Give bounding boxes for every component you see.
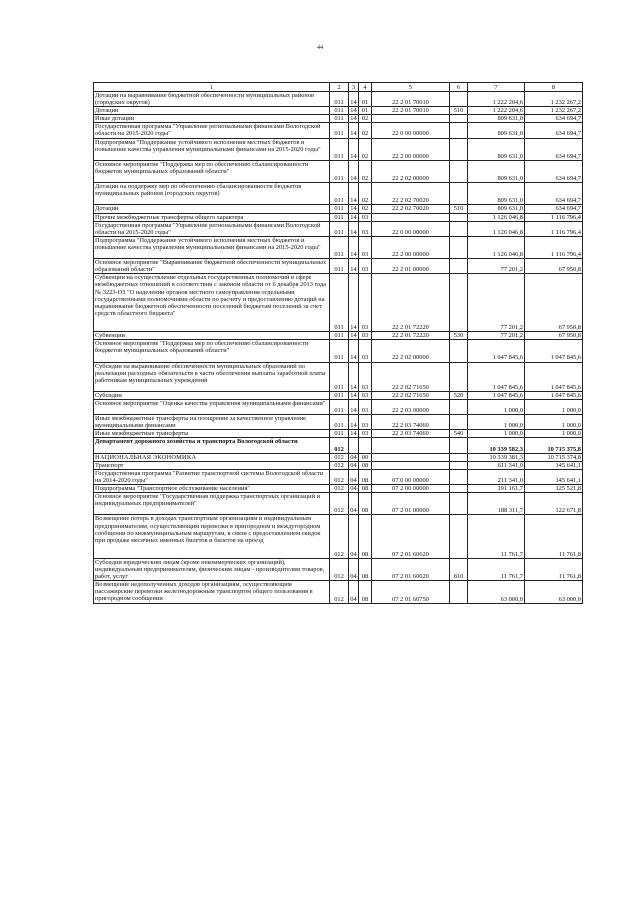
section-cell bbox=[349, 438, 359, 453]
row-name-cell: Транспорт bbox=[94, 461, 330, 469]
row-name-cell: Подпрограмма "Транспортное обслуживание населения" bbox=[94, 485, 330, 493]
row-name-cell: Государственная программа "Управление региональными финансами Вологодской области на 2015-2020 годы" bbox=[94, 221, 330, 236]
section-cell: 14 bbox=[349, 415, 359, 430]
header-cell: 5 bbox=[372, 83, 450, 92]
row-name-cell: Подпрограмма "Поддержание устойчивого исполнения местных бюджетов и повышение качества управления муниципальными финансами на 2015-2020 годы" bbox=[94, 236, 330, 258]
row-name-cell: Дотации bbox=[94, 205, 330, 213]
table-row bbox=[94, 469, 583, 484]
amount-2019-cell: 809 631,0 bbox=[468, 160, 525, 182]
code-cell: 011 bbox=[330, 92, 349, 107]
expense-type-cell bbox=[450, 515, 468, 559]
expense-type-cell bbox=[450, 438, 468, 453]
amount-2020-cell: 1 000,0 bbox=[525, 415, 583, 430]
amount-2020-cell: 634 694,7 bbox=[525, 183, 583, 205]
code-cell: 011 bbox=[330, 340, 349, 362]
target-article-cell: 22 2 02 71650 bbox=[372, 391, 450, 399]
amount-2020-cell: 67 950,8 bbox=[525, 274, 583, 332]
expense-type-cell bbox=[450, 493, 468, 515]
expense-type-cell bbox=[450, 399, 468, 414]
section-cell: 14 bbox=[349, 160, 359, 182]
code-cell: 012 bbox=[330, 461, 349, 469]
amount-2020-cell: 1 116 796,4 bbox=[525, 213, 583, 221]
code-cell: 011 bbox=[330, 259, 349, 274]
budget-table bbox=[93, 82, 583, 604]
amount-2020-cell: 145 641,1 bbox=[525, 469, 583, 484]
section-cell: 04 bbox=[349, 581, 359, 603]
amount-2019-cell: 1 126 046,8 bbox=[468, 221, 525, 236]
section-cell: 04 bbox=[349, 493, 359, 515]
subsection-cell: 02 bbox=[359, 115, 372, 123]
expense-type-cell: 510 bbox=[450, 205, 468, 213]
header-cell: 3 bbox=[349, 83, 359, 92]
target-article-cell: 07 2 01 60620 bbox=[372, 515, 450, 559]
subsection-cell: 01 bbox=[359, 107, 372, 115]
amount-2019-cell: 809 631,0 bbox=[468, 123, 525, 138]
expense-type-cell bbox=[450, 115, 468, 123]
amount-2019-cell: 77 201,2 bbox=[468, 274, 525, 332]
header-cell: 2 bbox=[330, 83, 349, 92]
expense-type-cell bbox=[450, 221, 468, 236]
amount-2019-cell: 63 000,0 bbox=[468, 581, 525, 603]
table-row bbox=[94, 438, 583, 453]
table-row bbox=[94, 236, 583, 258]
row-name-cell: Субсидии bbox=[94, 391, 330, 399]
amount-2020-cell: 1 232 267,2 bbox=[525, 107, 583, 115]
code-cell: 011 bbox=[330, 160, 349, 182]
subsection-cell: 03 bbox=[359, 430, 372, 438]
row-name-cell: Иные межбюджетные трансферты на поощрение за качественное управление муниципальными финансами bbox=[94, 415, 330, 430]
table-row bbox=[94, 107, 583, 115]
amount-2019-cell: 77 201,2 bbox=[468, 259, 525, 274]
amount-2020-cell: 634 694,7 bbox=[525, 138, 583, 160]
code-cell: 011 bbox=[330, 138, 349, 160]
code-cell: 011 bbox=[330, 123, 349, 138]
amount-2020-cell: 1 000,0 bbox=[525, 399, 583, 414]
subsection-cell: 03 bbox=[359, 391, 372, 399]
code-cell: 011 bbox=[330, 115, 349, 123]
table-row bbox=[94, 415, 583, 430]
target-article-cell: 22 2 03 00000 bbox=[372, 399, 450, 414]
amount-2020-cell: 67 950,8 bbox=[525, 259, 583, 274]
subsection-cell: 08 bbox=[359, 559, 372, 581]
code-cell: 011 bbox=[330, 107, 349, 115]
section-cell: 04 bbox=[349, 559, 359, 581]
row-name-cell: Департамент дорожного хозяйства и транспорта Вологодской области bbox=[94, 438, 330, 453]
expense-type-cell: 540 bbox=[450, 430, 468, 438]
row-name-cell: Государственная программа "Управление региональными финансами Вологодской области на 2015-2020 годы" bbox=[94, 123, 330, 138]
expense-type-cell bbox=[450, 259, 468, 274]
amount-2019-cell: 1 126 046,8 bbox=[468, 236, 525, 258]
amount-2019-cell: 1 000,0 bbox=[468, 399, 525, 414]
target-article-cell: 22 2 02 00000 bbox=[372, 160, 450, 182]
target-article-cell bbox=[372, 453, 450, 461]
target-article-cell: 22 2 01 00000 bbox=[372, 259, 450, 274]
amount-2020-cell: 11 761,8 bbox=[525, 515, 583, 559]
subsection-cell: 08 bbox=[359, 493, 372, 515]
expense-type-cell: 520 bbox=[450, 391, 468, 399]
table-row bbox=[94, 205, 583, 213]
subsection-cell: 03 bbox=[359, 259, 372, 274]
subsection-cell: 02 bbox=[359, 183, 372, 205]
table-row bbox=[94, 221, 583, 236]
table-row bbox=[94, 123, 583, 138]
target-article-cell: 22 0 00 00000 bbox=[372, 221, 450, 236]
table-row bbox=[94, 259, 583, 274]
target-article-cell bbox=[372, 213, 450, 221]
table-row bbox=[94, 515, 583, 559]
subsection-cell: 02 bbox=[359, 205, 372, 213]
expense-type-cell bbox=[450, 581, 468, 603]
row-name-cell: Основное мероприятие "Выравнивание бюджетной обеспеченности муниципальных образований области" bbox=[94, 259, 330, 274]
target-article-cell: 07 2 01 00000 bbox=[372, 493, 450, 515]
amount-2019-cell: 77 201,2 bbox=[468, 332, 525, 340]
header-cell: 4 bbox=[359, 83, 372, 92]
row-name-cell: Возмещение потерь в доходах транспортным организациям и индивидуальным предпринимателям, осуществляющим перевозки в пригородном и междугородном сообщении по межмуниципальным маршрутам, в связи с предоставлением скидок при продаже месячных именных билетов и билетов на проезд bbox=[94, 515, 330, 559]
table-row bbox=[94, 138, 583, 160]
header-cell: 1 bbox=[94, 83, 330, 92]
amount-2020-cell: 10 715 374,8 bbox=[525, 453, 583, 461]
section-cell: 14 bbox=[349, 236, 359, 258]
target-article-cell: 22 2 01 72220 bbox=[372, 274, 450, 332]
target-article-cell: 22 2 01 70010 bbox=[372, 92, 450, 107]
expense-type-cell bbox=[450, 461, 468, 469]
amount-2020-cell: 1 232 267,2 bbox=[525, 92, 583, 107]
row-name-cell: Субвенции bbox=[94, 332, 330, 340]
section-cell: 14 bbox=[349, 221, 359, 236]
amount-2019-cell: 1 222 204,6 bbox=[468, 92, 525, 107]
header-cell: 6 bbox=[450, 83, 468, 92]
expense-type-cell bbox=[450, 183, 468, 205]
row-name-cell: Основное мероприятие "Поддержка мер по обеспечению сбалансированности бюджетов муниципальных образований области" bbox=[94, 340, 330, 362]
expense-type-cell bbox=[450, 453, 468, 461]
amount-2019-cell: 611 341,0 bbox=[468, 461, 525, 469]
code-cell: 011 bbox=[330, 399, 349, 414]
section-cell: 14 bbox=[349, 340, 359, 362]
amount-2019-cell: 809 631,0 bbox=[468, 138, 525, 160]
target-article-cell: 07 2 00 00000 bbox=[372, 485, 450, 493]
table-header-row bbox=[94, 83, 583, 92]
amount-2019-cell: 11 761,7 bbox=[468, 559, 525, 581]
row-name-cell: НАЦИОНАЛЬНАЯ ЭКОНОМИКА bbox=[94, 453, 330, 461]
expense-type-cell bbox=[450, 485, 468, 493]
table-row bbox=[94, 160, 583, 182]
amount-2019-cell: 10 339 582,3 bbox=[468, 438, 525, 453]
target-article-cell: 22 2 02 70020 bbox=[372, 183, 450, 205]
row-name-cell: Основное мероприятие "Поддержка мер по обеспечению сбалансированности бюджетов муниципальных образований области" bbox=[94, 160, 330, 182]
table-row bbox=[94, 362, 583, 391]
amount-2019-cell: 1 000,0 bbox=[468, 415, 525, 430]
table-row bbox=[94, 391, 583, 399]
target-article-cell: 22 2 02 70020 bbox=[372, 205, 450, 213]
expense-type-cell bbox=[450, 92, 468, 107]
amount-2019-cell: 809 631,0 bbox=[468, 115, 525, 123]
subsection-cell: 00 bbox=[359, 453, 372, 461]
amount-2019-cell: 188 311,7 bbox=[468, 493, 525, 515]
row-name-cell: Иные межбюджетные трансферты bbox=[94, 430, 330, 438]
section-cell: 14 bbox=[349, 183, 359, 205]
target-article-cell: 22 2 00 00000 bbox=[372, 138, 450, 160]
amount-2019-cell: 1 047 845,6 bbox=[468, 362, 525, 391]
subsection-cell: 03 bbox=[359, 399, 372, 414]
amount-2020-cell: 1 047 845,6 bbox=[525, 391, 583, 399]
amount-2019-cell: 1 222 204,6 bbox=[468, 107, 525, 115]
table-row bbox=[94, 183, 583, 205]
code-cell: 011 bbox=[330, 332, 349, 340]
amount-2019-cell: 10 339 381,3 bbox=[468, 453, 525, 461]
code-cell: 012 bbox=[330, 515, 349, 559]
target-article-cell: 22 2 03 74060 bbox=[372, 430, 450, 438]
table-row bbox=[94, 115, 583, 123]
code-cell: 012 bbox=[330, 485, 349, 493]
section-cell: 14 bbox=[349, 274, 359, 332]
row-name-cell: Иные дотации bbox=[94, 115, 330, 123]
section-cell: 04 bbox=[350, 461, 357, 469]
subsection-cell: 08 bbox=[359, 581, 372, 603]
amount-2020-cell: 67 950,8 bbox=[525, 332, 583, 340]
expense-type-cell bbox=[450, 160, 468, 182]
amount-2019-cell: 1 047 845,6 bbox=[468, 340, 525, 362]
row-name-cell: Дотации bbox=[94, 107, 330, 115]
section-cell: 14 bbox=[349, 92, 359, 107]
table-row bbox=[94, 92, 583, 107]
subsection-cell: 02 bbox=[359, 160, 372, 182]
code-cell: 012 bbox=[330, 438, 349, 453]
row-name-cell: Прочие межбюджетные трансферты общего характера bbox=[94, 213, 330, 221]
amount-2019-cell: 211 341,0 bbox=[468, 469, 525, 484]
table-row bbox=[94, 493, 583, 515]
section-cell: 14 bbox=[350, 205, 357, 213]
amount-2020-cell: 11 761,8 bbox=[525, 559, 583, 581]
amount-2020-cell: 63 000,0 bbox=[525, 581, 583, 603]
section-cell: 14 bbox=[350, 391, 357, 399]
expense-type-cell bbox=[450, 138, 468, 160]
code-cell: 011 bbox=[330, 183, 349, 205]
amount-2019-cell: 809 631,0 bbox=[468, 205, 525, 213]
subsection-cell: 03 bbox=[359, 340, 372, 362]
target-article-cell: 22 0 00 00000 bbox=[372, 123, 450, 138]
row-name-cell: Подпрограмма "Поддержание устойчивого исполнения местных бюджетов и повышение качества управления муниципальными финансами на 2015-2020 годы" bbox=[94, 138, 330, 160]
expense-type-cell bbox=[450, 340, 468, 362]
code-cell: 012 bbox=[330, 453, 349, 461]
subsection-cell: 08 bbox=[359, 469, 372, 484]
amount-2019-cell: 191 161,7 bbox=[468, 485, 525, 493]
target-article-cell: 22 2 01 70010 bbox=[372, 107, 450, 115]
header-cell: 8 bbox=[525, 83, 583, 92]
row-name-cell: Дотации на поддержку мер по обеспечению сбалансированности бюджетов муниципальных районов (городских округов) bbox=[94, 183, 330, 205]
target-article-cell: 22 2 01 72220 bbox=[372, 332, 450, 340]
table-row bbox=[94, 461, 583, 469]
table-row bbox=[94, 485, 583, 493]
row-name-cell: Основное мероприятие "Государственная поддержка транспортных организаций и индивидуальных предпринимателей" bbox=[94, 493, 330, 515]
code-cell: 011 bbox=[330, 213, 349, 221]
subsection-cell: 03 bbox=[359, 221, 372, 236]
table-row bbox=[94, 332, 583, 340]
code-cell: 011 bbox=[330, 430, 349, 438]
section-cell: 14 bbox=[350, 115, 357, 123]
table-row bbox=[94, 213, 583, 221]
table-row bbox=[94, 559, 583, 581]
row-name-cell: Основное мероприятие "Оценка качества управления муниципальными финансами" bbox=[94, 399, 330, 414]
target-article-cell: 22 2 03 74060 bbox=[372, 415, 450, 430]
section-cell: 14 bbox=[350, 213, 357, 221]
amount-2019-cell: 11 761,7 bbox=[468, 515, 525, 559]
code-cell: 012 bbox=[330, 581, 349, 603]
table-body bbox=[94, 83, 583, 604]
code-cell: 011 bbox=[330, 362, 349, 391]
row-name-cell: Субсидии на выравнивание обеспеченности муниципальных образований по реализации расходных обязательств в части обеспечения выплаты заработной платы работникам муниципальных учреждений bbox=[94, 362, 330, 391]
amount-2020-cell: 1 047 845,6 bbox=[525, 362, 583, 391]
row-name-cell: Субсидии юридическим лицам (кроме некоммерческих организаций), индивидуальным предпринимателям, физическим лицам - производителям товаров, работ, услуг bbox=[94, 559, 330, 581]
section-cell: 04 bbox=[350, 453, 357, 461]
section-cell: 14 bbox=[350, 332, 357, 340]
code-cell: 011 bbox=[330, 274, 349, 332]
table-row bbox=[94, 340, 583, 362]
code-cell: 011 bbox=[330, 221, 349, 236]
amount-2020-cell: 1 116 796,4 bbox=[525, 221, 583, 236]
page-number: 44 bbox=[317, 45, 323, 51]
section-cell: 04 bbox=[349, 515, 359, 559]
code-cell: 011 bbox=[330, 415, 349, 430]
subsection-cell bbox=[359, 438, 372, 453]
target-article-cell: 07 0 00 00000 bbox=[372, 469, 450, 484]
expense-type-cell bbox=[450, 236, 468, 258]
amount-2019-cell: 1 126 046,8 bbox=[468, 213, 525, 221]
section-cell: 14 bbox=[349, 399, 359, 414]
code-cell: 011 bbox=[330, 236, 349, 258]
subsection-cell: 08 bbox=[359, 485, 372, 493]
expense-type-cell: 810 bbox=[450, 559, 468, 581]
expense-type-cell bbox=[450, 123, 468, 138]
target-article-cell bbox=[372, 461, 450, 469]
amount-2020-cell: 634 694,7 bbox=[525, 205, 583, 213]
header-cell: 7 bbox=[468, 83, 525, 92]
amount-2020-cell: 10 715 375,8 bbox=[525, 438, 583, 453]
amount-2020-cell: 634 694,7 bbox=[525, 160, 583, 182]
section-cell: 14 bbox=[349, 259, 359, 274]
subsection-cell: 03 bbox=[359, 213, 372, 221]
amount-2020-cell: 122 671,8 bbox=[525, 493, 583, 515]
code-cell: 012 bbox=[330, 493, 349, 515]
subsection-cell: 08 bbox=[359, 515, 372, 559]
amount-2020-cell: 1 116 796,4 bbox=[525, 236, 583, 258]
section-cell: 04 bbox=[350, 485, 357, 493]
expense-type-cell: 510 bbox=[450, 107, 468, 115]
row-name-cell: Возмещение недополученных доходов организациям, осуществляющим пассажирские перевозки железнодорожным транспортом общего пользования в пригородном сообщении bbox=[94, 581, 330, 603]
expense-type-cell bbox=[450, 415, 468, 430]
code-cell: 012 bbox=[330, 469, 349, 484]
expense-type-cell bbox=[450, 469, 468, 484]
amount-2019-cell: 809 631,0 bbox=[468, 183, 525, 205]
target-article-cell: 07 2 01 60620 bbox=[372, 559, 450, 581]
table-row bbox=[94, 453, 583, 461]
code-cell: 011 bbox=[330, 205, 349, 213]
code-cell: 011 bbox=[330, 391, 349, 399]
table-row bbox=[94, 274, 583, 332]
amount-2020-cell: 125 521,8 bbox=[525, 485, 583, 493]
subsection-cell: 03 bbox=[359, 362, 372, 391]
row-name-cell: Государственная программа "Развитие транспортной системы Вологодской области на 2014-2020 годы" bbox=[94, 469, 330, 484]
subsection-cell: 03 bbox=[359, 415, 372, 430]
code-cell: 012 bbox=[330, 559, 349, 581]
amount-2020-cell: 1 000,0 bbox=[525, 430, 583, 438]
amount-2019-cell: 1 000,0 bbox=[468, 430, 525, 438]
target-article-cell bbox=[372, 438, 450, 453]
table-row bbox=[94, 399, 583, 414]
amount-2019-cell: 1 047 845,6 bbox=[468, 391, 525, 399]
section-cell: 14 bbox=[349, 362, 359, 391]
section-cell: 14 bbox=[349, 123, 359, 138]
section-cell: 04 bbox=[349, 469, 359, 484]
amount-2020-cell: 1 047 845,6 bbox=[525, 340, 583, 362]
target-article-cell: 22 2 02 00000 bbox=[372, 340, 450, 362]
section-cell: 14 bbox=[350, 430, 357, 438]
expense-type-cell bbox=[450, 362, 468, 391]
table-row bbox=[94, 581, 583, 603]
subsection-cell: 03 bbox=[359, 332, 372, 340]
target-article-cell: 22 2 00 00000 bbox=[372, 236, 450, 258]
row-name-cell: Дотации на выравнивание бюджетной обеспеченности муниципальных районов (городских округов) bbox=[94, 92, 330, 107]
section-cell: 14 bbox=[349, 138, 359, 160]
section-cell: 14 bbox=[350, 107, 357, 115]
subsection-cell: 03 bbox=[359, 274, 372, 332]
expense-type-cell: 530 bbox=[450, 332, 468, 340]
table-row bbox=[94, 430, 583, 438]
subsection-cell: 03 bbox=[359, 236, 372, 258]
amount-2020-cell: 634 694,7 bbox=[525, 115, 583, 123]
row-name-cell: Субвенции на осуществление отдельных государственных полномочий в сфере межбюджетных отношений в соответствии с законом области от 6 декабря 2013 года № 3223-ОЗ "О наделении органов местного самоуправления отдельными государственными полномочиями области по расчету и предоставлению дотаций на выравнивание бюджетной обеспеченности поселений бюджетам поселений за счет средств областного бюджета" bbox=[94, 274, 330, 332]
subsection-cell: 08 bbox=[359, 461, 372, 469]
target-article-cell: 07 2 01 60750 bbox=[372, 581, 450, 603]
target-article-cell: 22 2 02 71650 bbox=[372, 362, 450, 391]
subsection-cell: 02 bbox=[359, 123, 372, 138]
target-article-cell bbox=[372, 115, 450, 123]
expense-type-cell bbox=[450, 274, 468, 332]
amount-2020-cell: 145 641,1 bbox=[525, 461, 583, 469]
subsection-cell: 01 bbox=[359, 92, 372, 107]
expense-type-cell bbox=[450, 213, 468, 221]
subsection-cell: 02 bbox=[359, 138, 372, 160]
amount-2020-cell: 634 694,7 bbox=[525, 123, 583, 138]
